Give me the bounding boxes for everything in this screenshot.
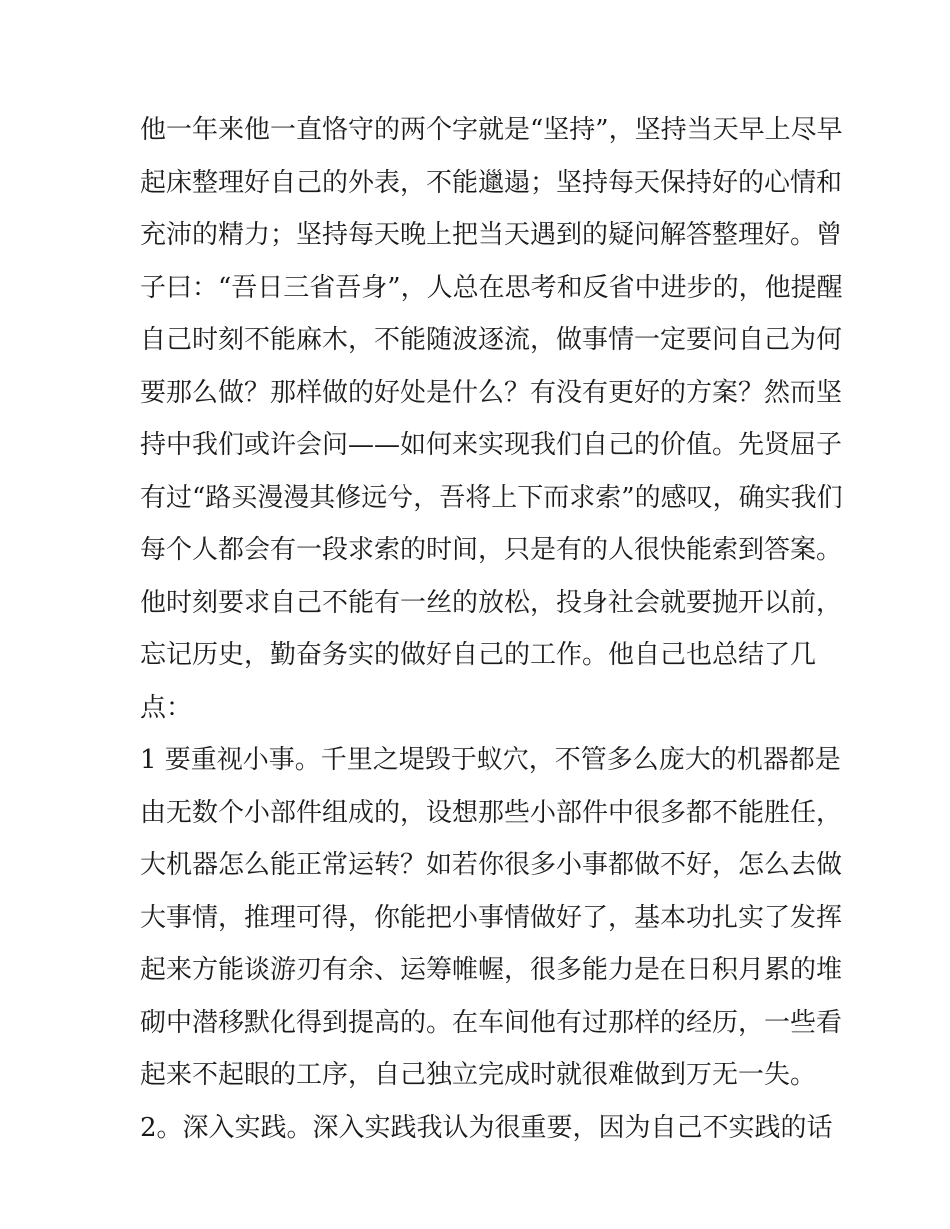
text-line: 起床整理好自己的外表，不能邋遢；坚持每天保持好的心情和 xyxy=(140,167,843,198)
text-line: 点： xyxy=(140,692,193,723)
text-line: 大事情，推理可得，你能把小事情做好了，基本功扎实了发挥 xyxy=(140,902,843,933)
body-text xyxy=(140,104,843,1154)
text-line: 有过“路买漫漫其修远兮，吾将上下而求索”的感叹，确实我们 xyxy=(140,482,843,513)
text-line: 大机器怎么能正常运转？如若你很多小事都做不好，怎么去做 xyxy=(140,850,843,880)
text-line: 由无数个小部件组成的，设想那些小部件中很多都不能胜任， xyxy=(140,797,843,828)
text-line: 起来不起眼的工序，自己独立完成时就很难做到万无一失。 xyxy=(140,1060,817,1090)
text-line: 每个人都会有一段求索的时间，只是有的人很快能索到答案。 xyxy=(140,535,843,565)
text-line: 充沛的精力；坚持每天晚上把当天遇到的疑问解答整理好。曾 xyxy=(140,220,843,250)
text-line: 2。深入实践。深入实践我认为很重要，因为自己不实践的话 xyxy=(140,1112,833,1143)
text-line: 起来方能谈游刃有余、运筹帷幄，很多能力是在日积月累的堆 xyxy=(140,955,843,985)
text-line: 忘记历史，勤奋务实的做好自己的工作。他自己也总结了几 xyxy=(140,640,817,670)
text-line: 他一年来他一直恪守的两个字就是“坚持”，坚持当天早上尽早 xyxy=(140,115,843,145)
text-line: 自己时刻不能麻木，不能随波逐流，做事情一定要问自己为何 xyxy=(140,325,843,355)
text-line: 他时刻要求自己不能有一丝的放松，投身社会就要抛开以前， xyxy=(140,587,843,618)
text-line: 持中我们或许会问——如何来实现我们自己的价值。先贤屈子 xyxy=(140,430,843,460)
text-line: 要那么做？那样做的好处是什么？有没有更好的方案？然而坚 xyxy=(140,377,843,408)
text-line: 1 要重视小事。千里之堤毁于蚁穴，不管多么庞大的机器都是 xyxy=(140,745,841,775)
text-line: 砌中潜移默化得到提高的。在车间他有过那样的经历，一些看 xyxy=(140,1007,843,1038)
text-line: 子曰：“吾日三省吾身”，人总在思考和反省中进步的，他提醒 xyxy=(140,272,843,303)
